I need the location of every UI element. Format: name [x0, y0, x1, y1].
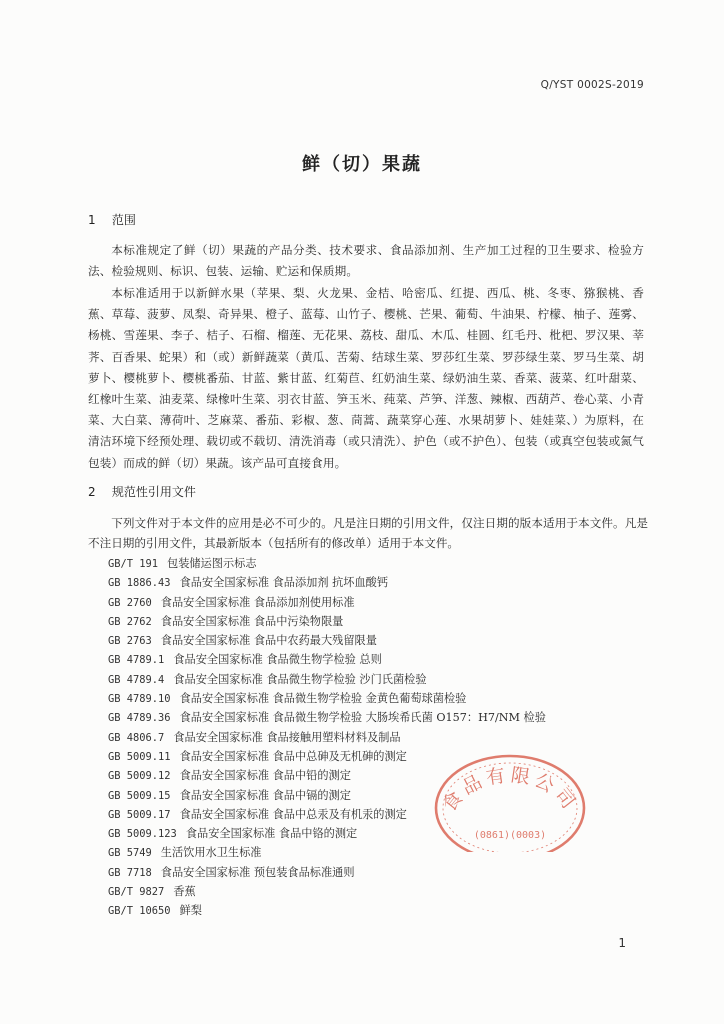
reference-code: GB 4789.4 [108, 673, 165, 686]
reference-item [108, 863, 528, 882]
reference-item [108, 882, 528, 901]
seal-serial: (0861)(0003) [473, 830, 547, 841]
reference-code: GB 1886.43 [108, 577, 171, 590]
reference-item [108, 901, 528, 920]
reference-code: GB 2763 [108, 635, 152, 648]
reference-item [108, 689, 528, 708]
reference-title: 食品安全国家标准 食品中总汞及有机汞的测定 [179, 807, 407, 821]
reference-title: 食品安全国家标准 食品添加剂 抗坏血酸钙 [179, 576, 389, 590]
section-title: 范围 [111, 213, 136, 227]
reference-code: GB 4789.10 [108, 693, 171, 706]
reference-code: GB/T 9827 [108, 886, 165, 899]
reference-code: GB 7718 [108, 866, 152, 879]
reference-code: GB 4789.1 [108, 654, 165, 667]
reference-item [108, 670, 528, 689]
reference-code: GB/T 10650 [108, 905, 171, 918]
reference-item [108, 593, 528, 612]
section-number: 1 [88, 213, 96, 227]
reference-title: 食品安全国家标准 食品微生物学检验 总则 [173, 653, 382, 667]
reference-title: 包装储运图示标志 [167, 557, 257, 570]
reference-code: GB 5009.17 [108, 808, 171, 821]
reference-title: 食品安全国家标准 食品中铬的测定 [185, 827, 358, 841]
seal-text: 食品有限公司 [438, 764, 582, 816]
reference-code: GB 5009.11 [108, 750, 171, 763]
reference-title: 香蕉 [173, 885, 196, 899]
reference-item [108, 554, 528, 573]
reference-code: GB 4789.36 [108, 712, 171, 725]
section-title: 规范性引用文件 [111, 485, 196, 499]
section-heading-scope [88, 211, 136, 228]
reference-title: 生活饮用水卫生标准 [160, 846, 262, 860]
reference-code: GB 5009.12 [108, 770, 171, 783]
scope-paragraph-2: 本标准适用于以新鲜水果（苹果、梨、火龙果、金桔、哈密瓜、红提、西瓜、桃、冬枣、猕猴桃、香蕉、草莓、菠萝、凤梨、奇异果、橙子、蓝莓、山竹子、樱桃、芒果、葡萄、牛油果、柠檬、柚子、莲雾、杨桃、雪莲果、李子、桔子、石榴、榴莲、无花果、荔枝、甜瓜、木瓜、桂圆、红毛丹、枇杷、罗汉果、莘荠、百香果、蛇果）和（或）新鲜蔬菜（黄瓜、苦菊、结球生菜、罗莎红生菜、罗莎绿生菜、罗马生菜、胡萝卜、樱桃萝卜、樱桃番茄、甘蓝、紫甘蓝、红菊苣、红奶油生菜、绿奶油生菜、香菜、菠菜、红叶甜菜、红橡叶生菜、油麦菜、绿橡叶生菜、羽衣甘蓝、笋玉米、莼菜、芦笋、洋葱、辣椒、西葫芦、卷心菜、小青菜、大白菜、薄荷叶、芝麻菜、番茄、彩椒、葱、茼蒿、蔬菜穿心莲、水果胡萝卜、娃娃菜、）为原料，在清洁环境下经预处理、载切或不载切、清洗消毒（或只清洗）、护色（或不护色）、包装（或真空包装或氮气包装）而成的鲜（切）果蔬。该产品可直接食用。 [88, 286, 644, 470]
document-title: 鲜（切）果蔬 [302, 154, 422, 175]
reference-code: GB 4806.7 [108, 731, 165, 744]
reference-title: 食品安全国家标准 预包装食品标准通则 [160, 865, 355, 879]
references-intro: 下列文件对于本文件的应用是必不可少的。凡是注日期的引用文件，仅注日期的版本适用于本文件。凡是不注日期的引用文件，其最新版本（包括所有的修改单）适用于本文件。 [88, 516, 648, 550]
section-heading-references [88, 483, 196, 500]
page-number: 1 [618, 936, 626, 950]
reference-title: 食品安全国家标准 食品微生物学检验 金黄色葡萄球菌检验 [179, 692, 467, 706]
reference-item [108, 631, 528, 650]
reference-item [108, 728, 528, 747]
reference-title: 食品安全国家标准 食品微生物学检验 大肠埃希氏菌 O157：H7/NM 检验 [179, 711, 546, 725]
reference-title: 食品安全国家标准 食品中总砷及无机砷的测定 [179, 749, 407, 763]
reference-title: 食品安全国家标准 食品添加剂使用标准 [160, 595, 355, 609]
company-seal [430, 746, 590, 852]
reference-title: 食品安全国家标准 食品中铅的测定 [179, 769, 351, 783]
reference-code: GB 2762 [108, 615, 152, 628]
reference-code: GB 5009.15 [108, 789, 171, 802]
reference-item [108, 650, 528, 669]
reference-item [108, 573, 528, 592]
reference-code: GB/T 191 [108, 558, 159, 570]
reference-title: 食品安全国家标准 食品微生物学检验 沙门氏菌检验 [173, 672, 427, 686]
reference-title: 食品安全国家标准 食品中农药最大残留限量 [160, 634, 377, 648]
reference-item [108, 612, 528, 631]
reference-title: 鲜梨 [179, 904, 202, 918]
reference-list [108, 554, 546, 921]
reference-code: GB 5749 [108, 847, 152, 860]
reference-title: 食品安全国家标准 食品中污染物限量 [160, 614, 344, 628]
reference-title: 食品安全国家标准 食品中镉的测定 [179, 788, 351, 802]
section-number: 2 [88, 485, 96, 499]
scope-paragraph-1: 本标准规定了鲜（切）果蔬的产品分类、技术要求、食品添加剂、生产加工过程的卫生要求、检验方法、检验规则、标识、包装、运输、贮运和保质期。 [88, 243, 644, 279]
reference-item [108, 708, 546, 727]
reference-code: GB 2760 [108, 596, 152, 609]
standard-code: Q/YST 0002S-2019 [540, 79, 644, 91]
reference-code: GB 5009.123 [108, 828, 177, 841]
reference-title: 食品安全国家标准 食品接触用塑料材料及制品 [173, 730, 401, 744]
